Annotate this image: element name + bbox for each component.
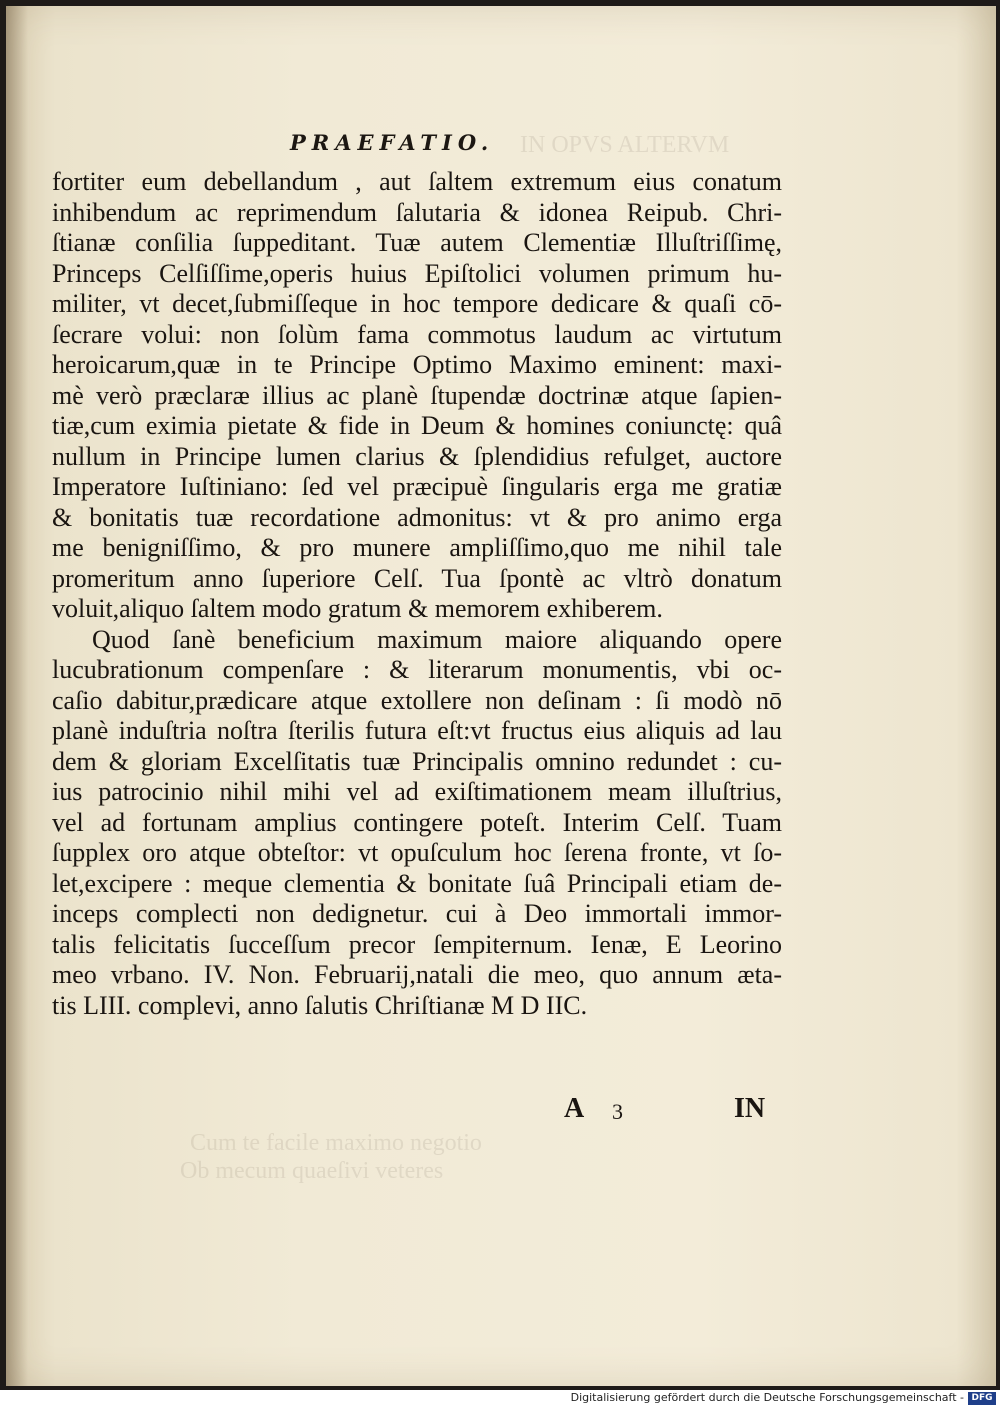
text-line: let,excipere : meque clementia & bonitate ſuâ Principali etiam de- [52, 868, 782, 898]
text-line: heroicarum,quæ in te Principe Optimo Maximo eminent: maxi- [52, 350, 782, 379]
text-line-paragraph-start: Quod ſanè beneficium maximum maiore aliquando opere [92, 624, 782, 654]
text-line: Princeps Celſiſſime,operis huius Epiſtolici volumen primum hu- [52, 258, 782, 288]
signature-mark: A [564, 1093, 585, 1124]
text-line: planè induſtria noſtra ſterilis futura eſt:vt fructus eius aliquis ad lau [52, 716, 782, 745]
dfg-logo-icon: DFG [968, 1392, 996, 1405]
text-line: tis LIII. complevi, anno ſalutis Chriſtianæ M D IIC. [52, 990, 588, 1020]
text-line: dem & gloriam Excelſitatis tuæ Principalis omnino redundet : cu- [52, 746, 782, 776]
text-line: inhibendum ac reprimendum ſalutaria & idonea Reipub. Chri- [52, 197, 782, 227]
text-line: ſtianæ conſilia ſuppeditant. Tuæ autem Clementiæ Illuſtriſſimę, [52, 228, 782, 257]
text-line: tiæ,cum eximia pietate & fide in Deum & homines coniunctę: quâ [52, 411, 782, 440]
text-line: inceps complecti non dedignetur. cui à Deo immortali immor- [52, 899, 782, 928]
text-line: lucubrationum compenſare : & literarum monumentis, vbi oc- [52, 655, 782, 684]
gutter-shadow [6, 6, 28, 1386]
text-line: ſecrare volui: non ſolùm fama commotus laudum ac virtutum [52, 319, 782, 349]
signature-number: 3 [612, 1099, 623, 1124]
body-text [52, 167, 782, 1021]
show-through-text: Ob mecum quaeſivi veteres [180, 1158, 444, 1184]
text-line: mè verò præclaræ illius ac planè ſtupendæ doctrinæ atque ſapien- [52, 380, 782, 410]
show-through-text: Cum te facile maximo negotio [190, 1130, 482, 1156]
text-line: me benigniſſimo, & pro munere ampliſſimo,quo me nihil tale [52, 533, 782, 562]
text-line: caſio dabitur,prædicare atque extollere non deſinam : ſi modò nō [52, 685, 782, 715]
catchword: IN [734, 1093, 766, 1124]
show-through-text: IN OPVS ALTERVM [520, 132, 730, 158]
text-line: nullum in Principe lumen clarius & ſplendidius refulget, auctore [52, 441, 782, 471]
running-head: PRAEFATIO. [290, 130, 495, 155]
text-line: voluit,aliquo ſaltem modo gratum & memorem exhiberem. [52, 594, 663, 623]
text-line: & bonitatis tuæ recordatione admonitus: vt & pro animo erga [52, 502, 782, 532]
text-line: fortiter eum debellandum , aut ſaltem extremum eius conatum [52, 167, 782, 196]
text-line: militer, vt decet,ſubmiſſeque in hoc tempore dedicare & quaſi cō- [52, 289, 782, 318]
signature-line [52, 1093, 782, 1129]
text-line: vel ad fortunam amplius contingere poteſt. Interim Celſ. Tuam [52, 807, 782, 837]
text-line: talis felicitatis ſucceſſum precor ſempiternum. Ienæ, E Leorino [52, 929, 782, 959]
footer-credit: Digitalisierung gefördert durch die Deutsche Forschungsgemeinschaft - [570, 1391, 964, 1404]
text-line: ius patrocinio nihil mihi vel ad exiſtimationem meam illuſtrius, [52, 777, 782, 806]
text-line: ſupplex oro atque obteſtor: vt opuſculum hoc ſerena fronte, vt ſo- [52, 838, 782, 867]
text-line: meo vrbano. IV. Non. Februarij,natali die meo, quo annum æta- [52, 960, 782, 989]
text-line: promeritum anno ſuperiore Celſ. Tua ſpontè ac vltrò donatum [52, 563, 782, 593]
text-line: Imperatore Iuſtiniano: ſed vel præcipuè ſingularis erga me gratiæ [52, 472, 782, 501]
